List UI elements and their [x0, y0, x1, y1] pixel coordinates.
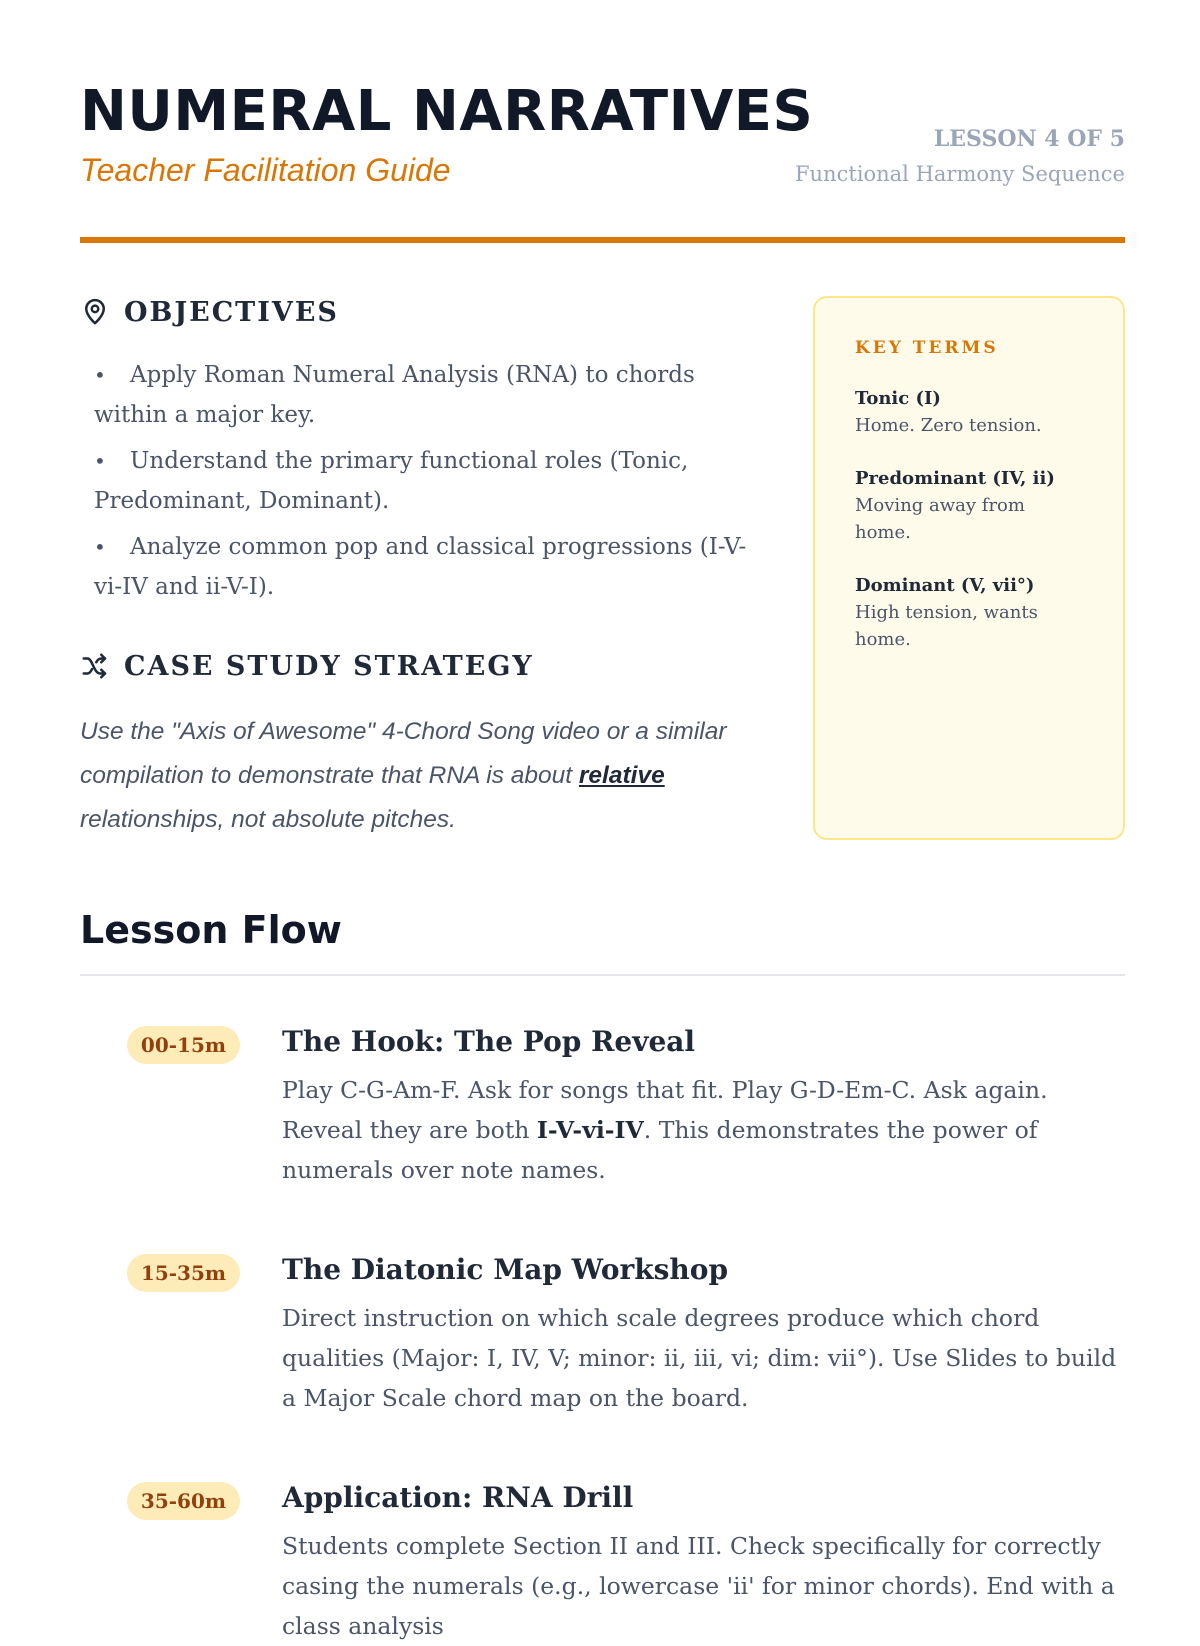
objective-text: Analyze common pop and classical progressions (I-V-vi-IV and ii-V-I). [94, 534, 747, 600]
objectives-heading-label: OBJECTIVES [124, 296, 339, 328]
lesson-number: LESSON 4 OF 5 [933, 126, 1125, 152]
lesson-flow-title: Lesson Flow [80, 908, 342, 952]
flow-step-body [282, 1476, 1125, 1646]
shuffle-icon [80, 651, 110, 681]
objectives-list [80, 355, 760, 613]
flow-desc-start: Play C-G-Am-F. Ask for songs that fit. Play G-D-Em-C. Ask again. Reveal they are both [282, 1076, 1048, 1144]
flow-desc-end: . This demonstrates the power of numerals over note names. [282, 1116, 1038, 1184]
page-title: NUMERAL NARRATIVES [80, 79, 814, 144]
time-badge: 35-60m [127, 1482, 240, 1520]
divider [80, 974, 1125, 976]
flow-step-heading: The Diatonic Map Workshop [282, 1253, 729, 1286]
page-subtitle: Teacher Facilitation Guide [80, 152, 451, 188]
key-terms-title: KEY TERMS [855, 338, 999, 358]
objectives-heading [80, 292, 339, 332]
term-definition: Home. Zero tension. [855, 415, 1042, 436]
case-study-text-end: relationships, not absolute pitches. [80, 806, 456, 833]
key-terms-box [813, 296, 1125, 840]
time-badge: 15-35m [127, 1254, 240, 1292]
list-item [80, 441, 760, 521]
case-study-text-start: Use the "Axis of Awesome" 4-Chord Song video or a similar compilation to demonstrate that RNA is about [80, 718, 727, 789]
term-definition: Moving away from home. [855, 495, 1025, 543]
lesson-series: Functional Harmony Sequence [794, 162, 1125, 186]
term-definition: High tension, wants home. [855, 602, 1038, 650]
page-header [80, 78, 1125, 243]
flow-step-description: Students complete Section II and III. Check specifically for correctly casing the numerals (e.g., lowercase 'ii' for minor chords). End with a class analysis [282, 1532, 1115, 1640]
term-name: Predominant (IV, ii) [855, 468, 1055, 489]
bullet-icon: • [94, 449, 106, 473]
map-pin-icon [80, 297, 110, 327]
flow-step-heading: The Hook: The Pop Reveal [282, 1025, 696, 1058]
flow-step-description: Direct instruction on which scale degrees produce which chord qualities (Major: I, IV, V; minor: ii, iii, vi; dim: vii°). Use Slides to build a Major Scale chord map on the board. [282, 1304, 1117, 1412]
bullet-icon: • [94, 363, 106, 387]
key-term [855, 466, 1083, 546]
objective-text: Apply Roman Numeral Analysis (RNA) to chords within a major key. [94, 362, 695, 428]
flow-step-heading: Application: RNA Drill [282, 1481, 634, 1514]
flow-step-body [282, 1020, 1125, 1190]
key-term [855, 386, 1083, 439]
case-study-heading-label: CASE STUDY STRATEGY [124, 650, 534, 682]
key-term [855, 573, 1083, 653]
case-study-emphasis: relative [578, 762, 665, 789]
case-study-heading [80, 646, 534, 686]
flow-step-description [282, 1070, 1125, 1190]
case-study-text [80, 710, 760, 842]
term-name: Dominant (V, vii°) [855, 575, 1035, 596]
term-name: Tonic (I) [855, 388, 941, 409]
flow-desc-bold: I-V-vi-IV [536, 1116, 644, 1144]
bullet-icon: • [94, 535, 106, 559]
objective-text: Understand the primary functional roles (Tonic, Predominant, Dominant). [94, 448, 689, 514]
list-item [80, 355, 760, 435]
flow-step-body [282, 1248, 1125, 1418]
time-badge: 00-15m [127, 1026, 240, 1064]
list-item [80, 527, 760, 607]
